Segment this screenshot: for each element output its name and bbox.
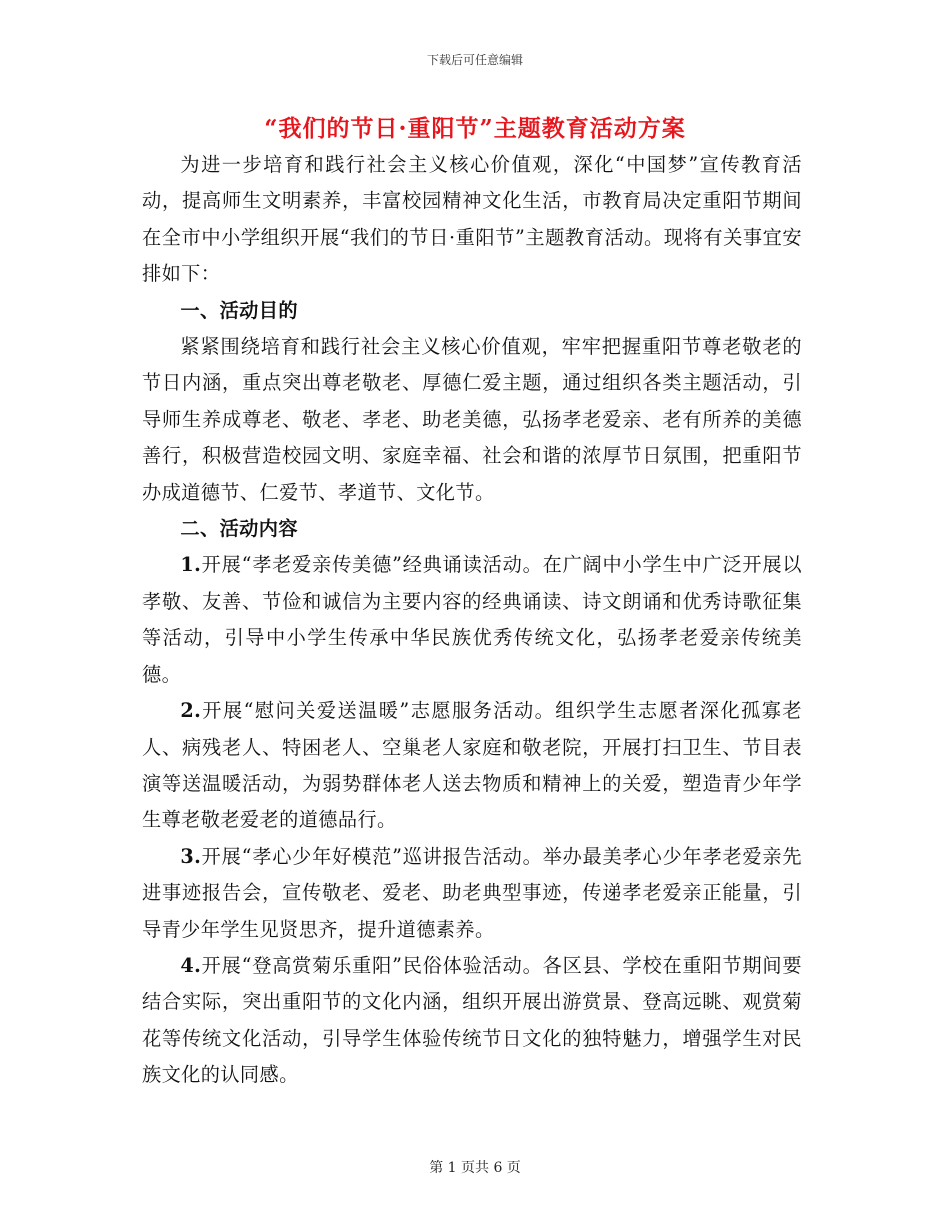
content-item-1 — [142, 547, 802, 693]
item-number: 2. — [180, 699, 202, 723]
section-heading-purpose: 一、活动目的 — [180, 298, 298, 322]
item-text: 开展“慰问关爱送温暖”志愿服务活动。组织学生志愿者深化孤寡老人、病残老人、特困老人、空巢老人家庭和敬老院，开展打扫卫生、节目表演等送温暖活动，为弱势群体老人送去物质和精神上的关爱，塑造青少年学生尊老敬老爱老的道德品行。 — [142, 699, 802, 832]
document-body — [142, 147, 802, 1094]
content-item-4 — [142, 948, 802, 1094]
page-footer: 第 1 页共 6 页 — [429, 1160, 521, 1176]
page-header: 下载后可任意编辑 — [426, 53, 523, 67]
item-number: 4. — [180, 953, 202, 977]
purpose-paragraph: 紧紧围绕培育和践行社会主义核心价值观，牢牢把握重阳节尊老敬老的节日内涵，重点突出尊老敬老、厚德仁爱主题，通过组织各类主题活动，引导师生养成尊老、敬老、孝老、助老美德，弘扬孝老爱亲、老有所养的美德善行，积极营造校园文明、家庭幸福、社会和谐的浓厚节日氛围，把重阳节办成道德节、仁爱节、孝道节、文化节。 — [142, 335, 802, 504]
item-text: 开展“孝老爱亲传美德”经典诵读活动。在广阔中小学生中广泛开展以孝敬、友善、节俭和诚信为主要内容的经典诵读、诗文朗诵和优秀诗歌征集等活动，引导中小学生传承中华民族优秀传统文化，弘扬孝老爱亲传统美德。 — [142, 553, 802, 686]
item-text: 开展“登高赏菊乐重阳”民俗体验活动。各区县、学校在重阳节期间要结合实际，突出重阳节的文化内涵，组织开展出游赏景、登高远眺、观赏菊花等传统文化活动，引导学生体验传统节日文化的独特魅力，增强学生对民族文化的认同感。 — [142, 953, 802, 1087]
content-item-2 — [142, 693, 802, 839]
intro-paragraph: 为进一步培育和践行社会主义核心价值观，深化“中国梦”宣传教育活动，提高师生文明素养，丰富校园精神文化生活，市教育局决定重阳节期间在全市中小学组织开展“我们的节日·重阳节”主题教育活动。现将有关事宜安排如下： — [142, 153, 802, 286]
item-number: 3. — [180, 844, 202, 868]
content-item-3 — [142, 839, 802, 948]
item-text: 开展“孝心少年好模范”巡讲报告活动。举办最美孝心少年孝老爱亲先进事迹报告会，宣传敬老、爱老、助老典型事迹，传递孝老爱亲正能量，引导青少年学生见贤思齐，提升道德素养。 — [142, 844, 802, 941]
item-number: 1. — [180, 553, 202, 577]
document-title: “我们的节日·重阳节”主题教育活动方案 — [264, 115, 686, 142]
section-heading-content: 二、活动内容 — [180, 517, 298, 541]
